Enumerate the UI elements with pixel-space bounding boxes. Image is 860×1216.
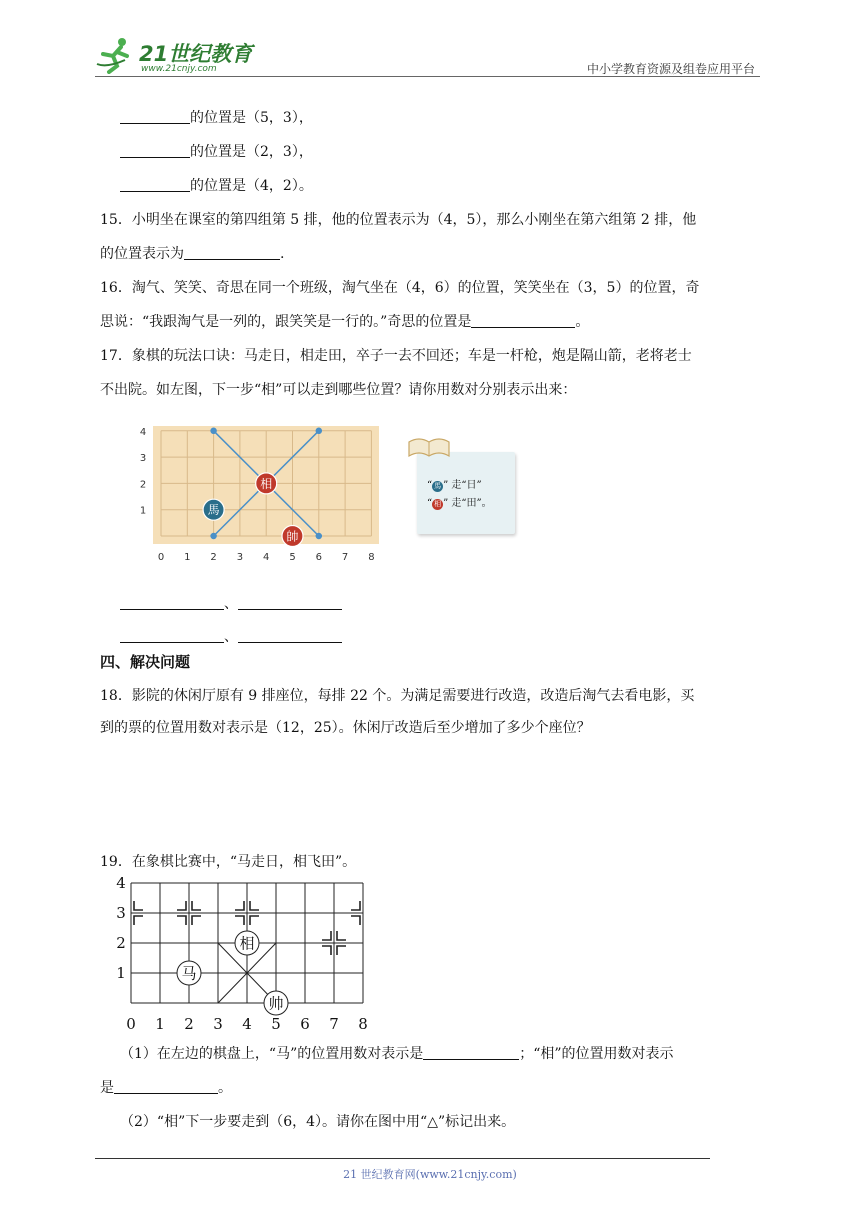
header-divider [95,76,760,77]
y-tick-label: 3 [116,904,126,922]
answer-blank[interactable] [120,109,190,124]
open-book-icon [407,436,451,458]
q16-text: 思说：“我跟淘气是一列的，跟笑笑是一行的。”奇思的位置是 [100,314,472,330]
chess-piece-label: 帥 [286,529,299,544]
answer-blank[interactable] [120,143,190,158]
y-tick-label: 2 [116,934,126,952]
answer-blank[interactable] [423,1045,519,1060]
arrow-head [211,534,216,539]
q14-line-1 [120,107,313,127]
tip-text-1: 走“日” [451,480,482,491]
q16-line-1: 16．淘气、笑笑、奇思在同一个班级，淘气坐在（4，6）的位置，笑笑坐在（3，5）的位置，奇 [100,280,700,296]
tip-line-2: “ 相 ” 走“田”。 [427,498,492,509]
q17-answer-row-1 [120,593,342,613]
separator: 、 [224,596,238,612]
answer-blank[interactable] [120,177,190,192]
x-tick-label: 2 [210,552,217,563]
q18-line-2: 到的票的位置用数对表示是（12，25）。休闲厅改造后至少增加了多少个座位？ [100,720,591,736]
x-tick-label: 3 [236,552,244,563]
q15-line-2 [100,243,284,263]
runner-logo-icon [95,34,135,74]
q15-line-1: 15．小明坐在课室的第四组第 5 排，他的位置表示为（4，5），那么小刚坐在第六组第 2 排，他 [100,212,697,228]
chess-piece-label: 相 [260,476,273,491]
q15-period: . [280,246,285,262]
x-tick-label: 1 [155,1015,165,1033]
x-tick-label: 8 [358,1015,368,1033]
q16-line-2 [100,311,589,331]
q19-intro: 19．在象棋比赛中，“马走日，相飞田”。 [100,854,357,870]
chess-piece-label: 帅 [268,994,284,1013]
logo-url: www.21cnjy.com [141,64,217,74]
chess-piece-label: 马 [181,964,197,983]
header-right-text: 中小学教育资源及组卷应用平台 [586,62,755,76]
y-tick-label: 2 [139,479,147,491]
tip-text-2: 走“田”。 [451,498,492,509]
answer-blank[interactable] [238,595,342,610]
answer-blank[interactable] [184,245,280,260]
y-tick-label: 1 [116,964,126,982]
tip-piece-icon-1: 馬 [434,482,442,490]
section-title: 四、解决问题 [100,653,191,671]
x-tick-label: 1 [184,552,191,563]
q19-part1-text: （1）在左边的棋盘上，“马”的位置用数对表示是 [120,1046,424,1062]
chess-piece-label: 相 [239,934,255,953]
separator: 、 [224,629,238,645]
x-tick-label: 0 [126,1015,136,1033]
answer-blank[interactable] [120,628,224,643]
q17-answer-row-2 [120,626,342,646]
q19-part1-period: 。 [218,1080,232,1096]
q18-line-1: 18．影院的休闲厅原有 9 排座位，每排 22 个。为满足需要进行改造，改造后淘气去看电影，买 [100,688,695,704]
q19-part1-line2 [100,1077,232,1097]
footer-divider [95,1158,710,1159]
y-tick-label: 3 [139,453,147,465]
q14-line-2 [120,141,313,161]
tip-piece-icon-2: 相 [434,500,442,508]
answer-blank[interactable] [120,595,224,610]
x-tick-label: 3 [213,1015,223,1033]
answer-blank[interactable] [471,313,575,328]
chess-board-figure-2 [110,872,380,1034]
q17-line-2: 不出院。如左图，下一步“相”可以走到哪些位置？请你用数对分别表示出来： [100,382,577,398]
x-tick-label: 7 [341,552,349,563]
header-logo [95,34,265,76]
x-tick-label: 4 [263,552,270,563]
q19-part1-line1 [120,1043,674,1063]
q19-part1-text-b: ；“相”的位置用数对表示 [519,1046,674,1062]
arrow-head [316,534,321,539]
q14-line-3 [120,175,313,195]
logo-title: 21世纪教育 [139,42,253,66]
x-tick-label: 6 [315,552,322,563]
x-tick-label: 5 [271,1015,281,1033]
q14-text-1: 的位置是（5，3）， [190,110,313,126]
x-tick-label: 8 [368,552,375,563]
x-tick-label: 6 [300,1015,310,1033]
x-tick-label: 7 [329,1015,339,1033]
answer-blank[interactable] [238,628,342,643]
footer-text: 21 世纪教育网(www.21cnjy.com) [343,1168,517,1181]
q16-period: 。 [575,314,590,330]
q19-part2: （2）“相”下一步要走到（6，4）。请你在图中用“△”标记出来。 [120,1114,516,1130]
x-tick-label: 5 [289,552,296,563]
answer-blank[interactable] [114,1079,218,1094]
tip-card [417,452,515,534]
x-tick-label: 4 [242,1015,252,1033]
q15-text: 的位置表示为 [100,246,184,262]
y-tick-label: 4 [139,426,147,438]
q19-part1-text-c: 是 [100,1080,114,1096]
tip-line-1: “ 馬 ” 走“日” [427,480,482,491]
q14-text-2: 的位置是（2，3）， [190,144,313,160]
arrow-head [211,428,216,433]
arrow-head [316,428,321,433]
q17-line-1: 17．象棋的玩法口诀：马走日，相走田，卒子一去不回还；车是一杆枪，炮是隔山箭，老将老士 [100,348,692,364]
q14-text-3: 的位置是（4，2）。 [190,178,313,194]
chess-board-figure-1 [135,418,395,566]
y-tick-label: 1 [139,505,147,517]
x-tick-label: 2 [184,1015,194,1033]
x-tick-label: 0 [157,552,165,563]
chess-piece-label: 馬 [207,503,220,518]
y-tick-label: 4 [116,874,126,892]
